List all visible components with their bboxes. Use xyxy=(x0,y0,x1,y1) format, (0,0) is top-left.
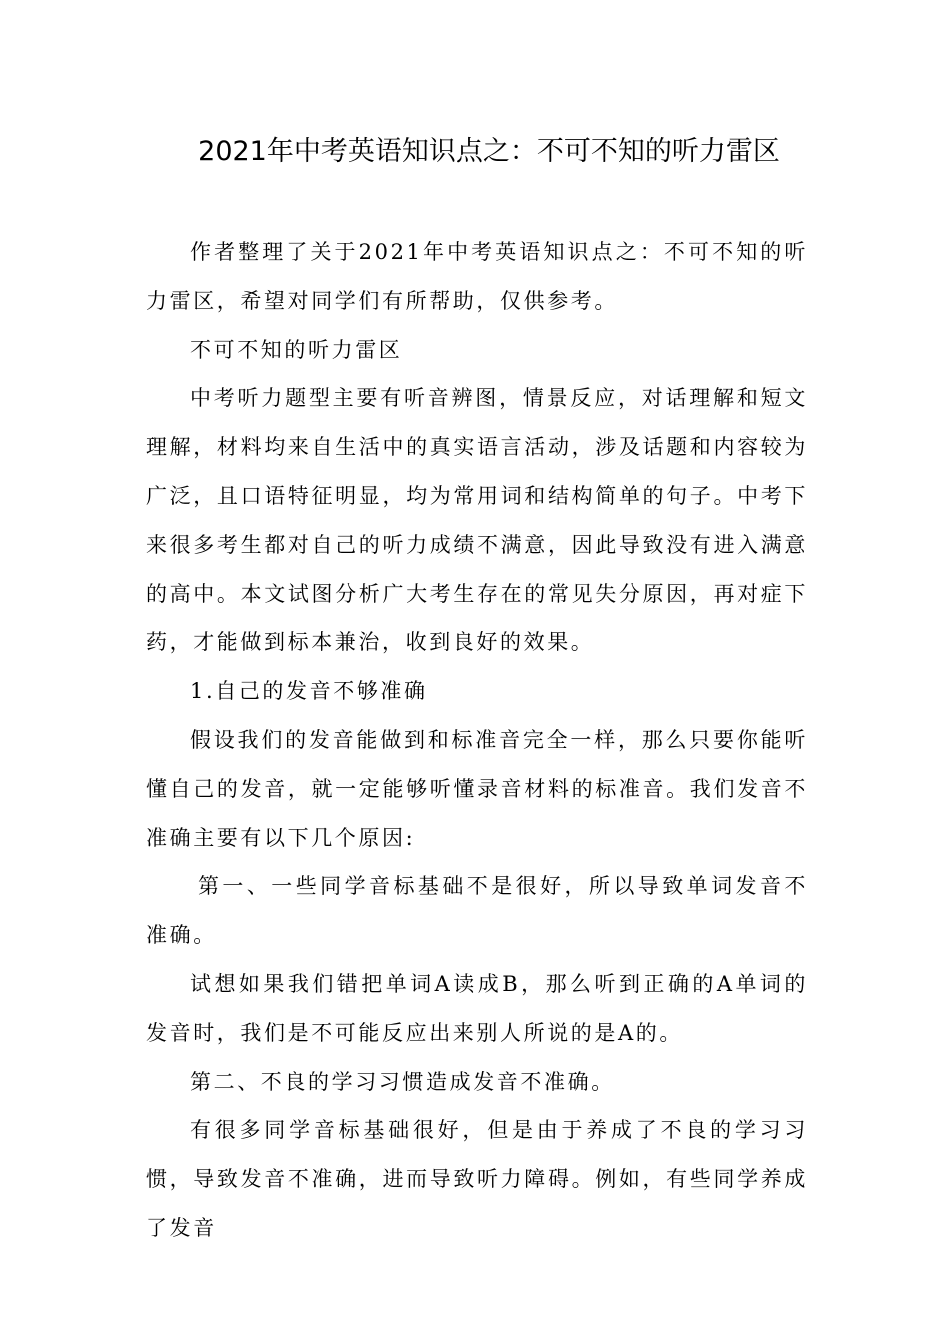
document-body xyxy=(146,228,808,1253)
document-title: 2021年中考英语知识点之：不可不知的听力雷区 xyxy=(198,136,780,167)
reason-1-paragraph: 第一、一些同学音标基础不是很好，所以导致单词发音不准确。 xyxy=(146,874,808,948)
reason-2-paragraph: 第二、不良的学习习惯造成发音不准确。 xyxy=(190,1069,615,1094)
section-heading: 不可不知的听力雷区 xyxy=(190,337,403,362)
example-paragraph: 试想如果我们错把单词A读成B，那么听到正确的A单词的发音时，我们是不可能反应出来别人所说的是A的。 xyxy=(146,971,808,1045)
overview-paragraph: 中考听力题型主要有听音辨图，情景反应，对话理解和短文理解，材料均来自生活中的真实语言活动，涉及话题和内容较为广泛，且口语特征明显，均为常用词和结构简单的句子。中考下来很多考生都对自己的听力成绩不满意，因此导致没有进入满意的高中。本文试图分析广大考生存在的常见失分原因，再对症下药，才能做到标本兼治，收到良好的效果。 xyxy=(146,386,808,655)
intro-paragraph: 作者整理了关于2021年中考英语知识点之：不可不知的听力雷区，希望对同学们有所帮助，仅供参考。 xyxy=(146,240,808,313)
habit-paragraph: 有很多同学音标基础很好，但是由于养成了不良的学习习惯，导致发音不准确，进而导致听力障碍。例如，有些同学养成了发音 xyxy=(146,1118,808,1240)
point-heading-1: 1.自己的发音不够准确 xyxy=(190,679,428,704)
pronunciation-paragraph: 假设我们的发音能做到和标准音完全一样，那么只要你能听懂自己的发音，就一定能够听懂录音材料的标准音。我们发音不准确主要有以下几个原因: xyxy=(146,727,808,850)
